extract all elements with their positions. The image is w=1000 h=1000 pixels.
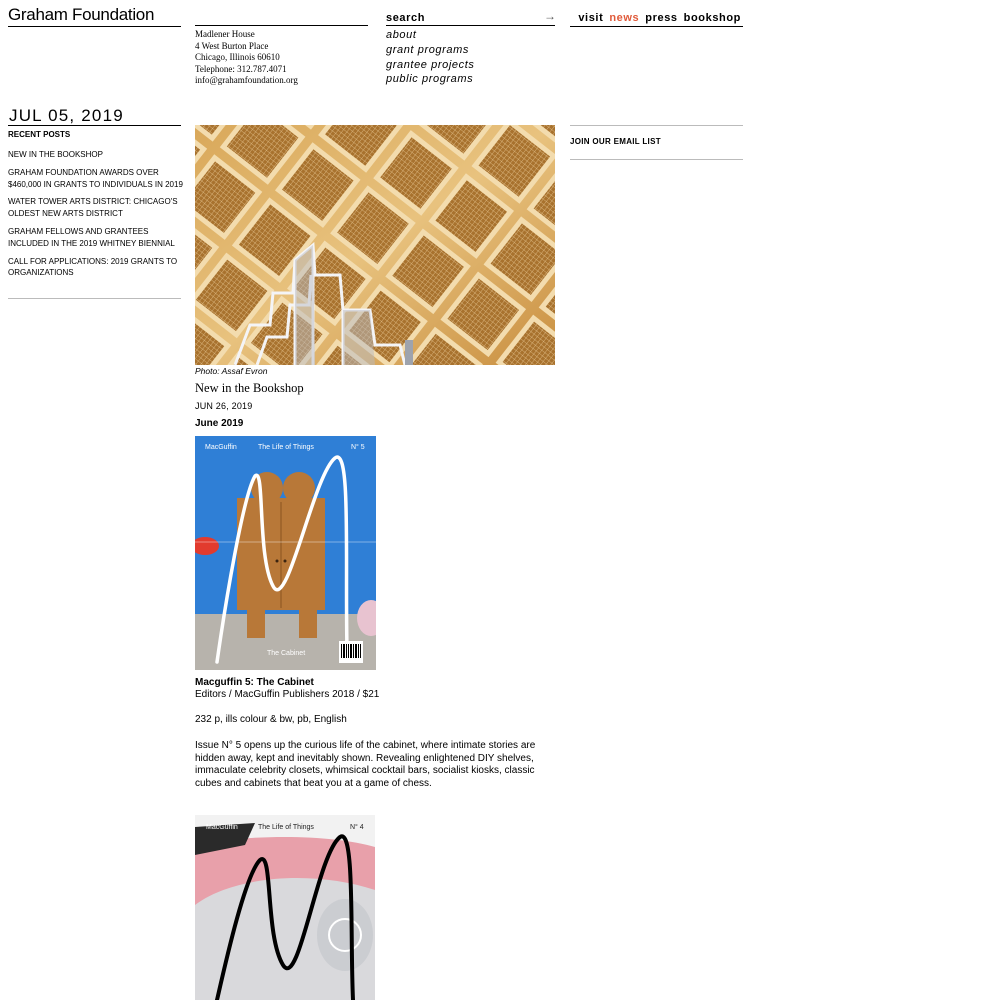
top-nav	[570, 12, 741, 24]
nav-visit[interactable]: visit	[578, 12, 604, 24]
join-email-list-link[interactable]: JOIN OUR EMAIL LIST	[570, 137, 661, 146]
photo-caption: Photo: Assaf Evron	[195, 366, 268, 376]
search-rule	[386, 25, 555, 26]
post-title[interactable]: New in the Bookshop	[195, 381, 304, 395]
email-bottom-rule	[570, 159, 743, 160]
address-block	[195, 29, 298, 87]
recent-posts-heading: RECENT POSTS	[8, 130, 71, 139]
address-telephone: Telephone: 312.787.4071	[195, 63, 287, 74]
address-email[interactable]: info@grahamfoundation.org	[195, 75, 298, 86]
post-date: JUN 26, 2019	[195, 401, 253, 411]
site-logo[interactable]: Graham Foundation	[8, 5, 155, 24]
book-description: Issue N° 5 opens up the curious life of the cabinet, where intimate stories are hidden away, kept and inevitably shown. Revealing enlightened DIY shelves, immaculate celebrity closets, whimsical cocktail bars, socialist kiosks, classic cubes and cabinets that beat you at a game of chess.	[195, 740, 536, 789]
logo-rule	[8, 26, 181, 27]
cover-number: N° 5	[351, 444, 365, 451]
menu-item-grantee-projects[interactable]: grantee projects	[386, 58, 475, 71]
menu-item-public-programs[interactable]: public programs	[386, 73, 474, 86]
address-line: 4 West Burton Place	[195, 40, 269, 51]
cover-series: The Life of Things	[258, 444, 314, 451]
cover-subtitle: The Cabinet	[267, 650, 306, 657]
search-arrow-icon[interactable]: →	[544, 9, 556, 23]
recent-posts-list	[8, 149, 183, 285]
issue-heading: June 2019	[195, 418, 244, 429]
date-rule	[8, 125, 181, 126]
recent-post-link[interactable]: NEW IN THE BOOKSHOP	[8, 150, 103, 159]
sidebar-bottom-rule	[8, 298, 181, 299]
nav-bookshop[interactable]: bookshop	[683, 12, 741, 24]
book-specs: 232 p, ills colour & bw, pb, English	[195, 714, 347, 725]
cover-brand: MacGuffin	[205, 444, 237, 451]
page-date: JUL 05, 2019	[9, 106, 124, 125]
address-rule	[195, 25, 368, 26]
address-line: Chicago, Illinois 60610	[195, 52, 280, 63]
recent-post-link[interactable]: WATER TOWER ARTS DISTRICT: CHICAGO'S OLDEST NEW ARTS DISTRICT	[8, 197, 178, 219]
book-title: Macguffin 5: The Cabinet	[195, 677, 314, 688]
book-cover-macguffin-5[interactable]	[195, 436, 376, 670]
nav-press[interactable]: press	[645, 12, 678, 24]
menu-item-about[interactable]: about	[386, 29, 417, 41]
main-menu	[386, 28, 474, 87]
cover-number: N° 4	[350, 824, 364, 831]
cover-series: The Life of Things	[258, 824, 314, 831]
hero-photo	[195, 125, 555, 365]
book-meta: Editors / MacGuffin Publishers 2018 / $21	[195, 689, 380, 700]
recent-post-link[interactable]: GRAHAM FELLOWS AND GRANTEES INCLUDED IN THE 2019 WHITNEY BIENNIAL	[8, 226, 175, 248]
recent-post-link[interactable]: GRAHAM FOUNDATION AWARDS OVER $460,000 IN GRANTS TO INDIVIDUALS IN 2019	[8, 167, 183, 189]
cover-brand: MacGuffin	[206, 824, 238, 831]
menu-item-grant-programs[interactable]: grant programs	[386, 43, 469, 56]
recent-post-link[interactable]: CALL FOR APPLICATIONS: 2019 GRANTS TO ORGANIZATIONS	[8, 256, 178, 278]
address-line: Madlener House	[195, 29, 255, 39]
email-top-rule	[570, 125, 743, 126]
search-input[interactable]: search	[386, 12, 426, 24]
nav-rule	[570, 26, 743, 27]
nav-news[interactable]: news	[609, 12, 640, 24]
book-cover-macguffin-4[interactable]	[195, 815, 375, 1000]
